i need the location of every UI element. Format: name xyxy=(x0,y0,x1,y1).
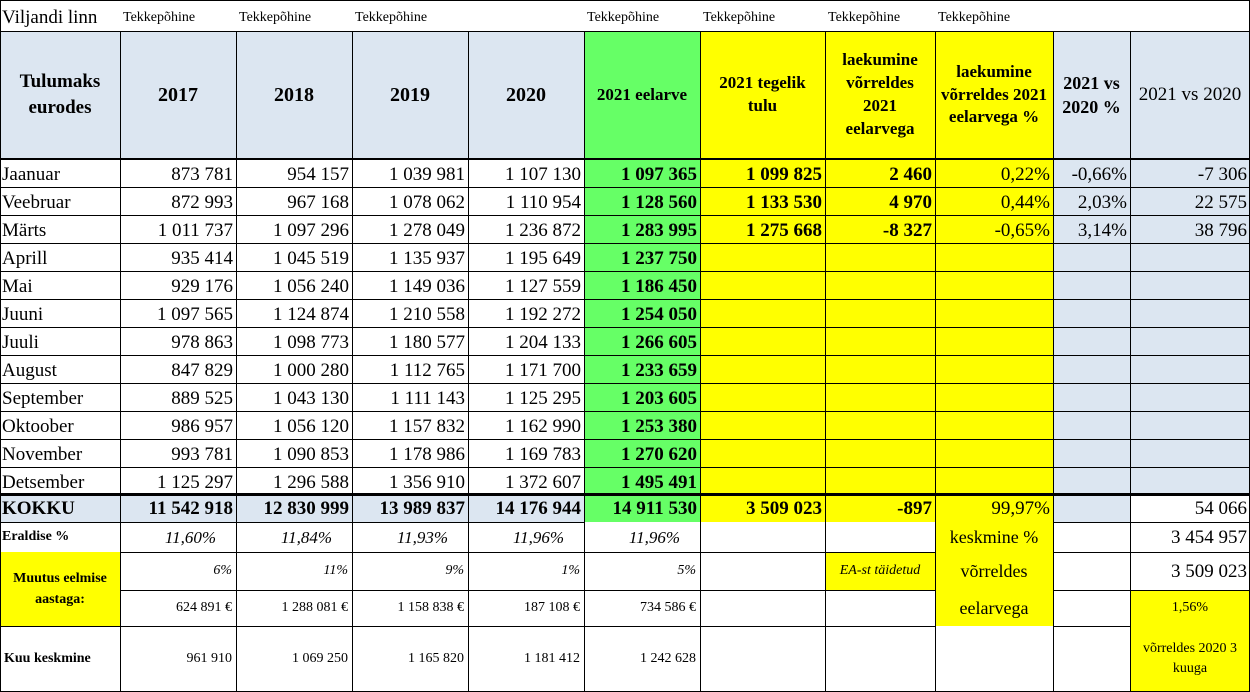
cell-y2019: 1 180 577 xyxy=(389,331,465,353)
cell-a2021: 1 133 530 xyxy=(746,191,822,213)
cell-y2017: 1 125 297 xyxy=(157,471,233,493)
side-pct: 1,56% xyxy=(1171,600,1209,615)
total-y2019: 13 989 837 xyxy=(379,497,465,519)
cell-y2020: 1 127 559 xyxy=(505,275,581,297)
grid-line xyxy=(120,31,121,692)
cell-y2017: 993 781 xyxy=(171,443,233,465)
cell-diffp: 0,22% xyxy=(1000,163,1050,185)
month-label: Detsember xyxy=(2,471,85,493)
month-label: Oktoober xyxy=(2,415,74,437)
grid-line xyxy=(0,243,1250,244)
change-eur-e2017: 624 891 € xyxy=(176,600,232,615)
cell-vsp: 3,14% xyxy=(1077,219,1127,241)
grid-line xyxy=(1053,552,1250,553)
month-label: Aprill xyxy=(2,247,48,269)
grid-line xyxy=(0,493,1250,495)
cell-y2020: 1 110 954 xyxy=(505,191,581,213)
grid-line xyxy=(0,271,1250,272)
month-label: November xyxy=(2,443,83,465)
grid-line xyxy=(1130,31,1131,692)
grid-line xyxy=(700,31,701,692)
cell-y2020: 1 204 133 xyxy=(505,331,581,353)
cell-b2021: 1 254 050 xyxy=(621,303,697,325)
avg-y2018: 1 069 250 xyxy=(292,651,348,666)
avg-note-2: võrreldes xyxy=(960,561,1028,581)
share-y2020: 11,96% xyxy=(512,527,564,547)
column-header-2: 2018 xyxy=(274,83,314,106)
sheet-title: Viljandi linn xyxy=(2,6,98,28)
total-y2018: 12 830 999 xyxy=(263,497,349,519)
grid-line xyxy=(0,327,1250,328)
grid-line xyxy=(0,31,1,692)
grid-line xyxy=(0,522,584,523)
cell-y2018: 1 000 280 xyxy=(273,359,349,381)
side-note: võrreldes 2020 3 kuuga xyxy=(1142,641,1238,676)
cell-b2021: 1 283 995 xyxy=(621,219,697,241)
total-row-fill xyxy=(1053,494,1130,522)
cell-b2021: 1 233 659 xyxy=(621,359,697,381)
cell-b2021: 1 253 380 xyxy=(621,415,697,437)
cell-diff: 2 460 xyxy=(889,163,932,185)
cell-y2018: 1 056 120 xyxy=(273,415,349,437)
cell-y2017: 889 525 xyxy=(171,387,233,409)
basis-label: Tekkepõhine xyxy=(239,10,312,25)
cell-y2018: 1 043 130 xyxy=(273,387,349,409)
cell-b2021: 1 128 560 xyxy=(621,191,697,213)
cell-y2018: 1 045 519 xyxy=(273,247,349,269)
grid-line xyxy=(236,31,237,692)
cell-y2018: 1 296 588 xyxy=(273,471,349,493)
cell-y2017: 986 957 xyxy=(171,415,233,437)
cell-a2021: 1 275 668 xyxy=(746,219,822,241)
cell-diffp: -0,65% xyxy=(994,219,1050,241)
month-label: August xyxy=(2,359,57,381)
grid-line xyxy=(352,31,353,692)
cell-diff: 4 970 xyxy=(889,191,932,213)
cell-y2020: 1 162 990 xyxy=(505,415,581,437)
change-p2021: 5% xyxy=(677,563,696,578)
cell-vs: 22 575 xyxy=(1194,191,1247,213)
total-label: KOKKU xyxy=(2,497,75,519)
avg-b2021: 1 242 628 xyxy=(640,651,696,666)
cell-y2020: 1 236 872 xyxy=(505,219,581,241)
cell-y2017: 847 829 xyxy=(171,359,233,381)
column-header-8: laekumine võrreldes 2021 eelarvega % xyxy=(941,61,1047,127)
column-header-6: 2021 tegelik tulu xyxy=(719,73,806,115)
avg-y2020: 1 181 412 xyxy=(524,651,580,666)
cell-b2021: 1 186 450 xyxy=(621,275,697,297)
grid-line xyxy=(0,31,1250,32)
cell-y2018: 1 098 773 xyxy=(273,331,349,353)
grid-line xyxy=(0,439,1250,440)
column-header-0: Tulumaks eurodes xyxy=(19,71,101,118)
share-y2018: 11,84% xyxy=(280,527,332,547)
side-value-2: 3 509 023 xyxy=(1171,560,1247,582)
cell-y2019: 1 111 143 xyxy=(390,387,465,409)
basis-label: Tekkepõhine xyxy=(355,10,428,25)
cell-b2021: 1 266 605 xyxy=(621,331,697,353)
change-eur-e2020: 187 108 € xyxy=(524,600,580,615)
cell-y2019: 1 356 910 xyxy=(389,471,465,493)
cell-y2019: 1 112 765 xyxy=(389,359,465,381)
change-p2020: 1% xyxy=(561,563,580,578)
cell-y2019: 1 157 832 xyxy=(389,415,465,437)
column-header-5: 2021 eelarve xyxy=(596,84,688,104)
ea-note: EA-st täidetud xyxy=(839,563,921,578)
cell-y2018: 1 056 240 xyxy=(273,275,349,297)
grid-line xyxy=(0,0,1,32)
basis-label: Tekkepõhine xyxy=(123,10,196,25)
change-label: Muutus eelmise aastaga: xyxy=(13,571,107,607)
cell-y2019: 1 135 937 xyxy=(389,247,465,269)
month-label: Juuni xyxy=(2,303,44,325)
total-a2021: 3 509 023 xyxy=(746,497,822,519)
change-p2019: 9% xyxy=(445,563,464,578)
cell-vsp: 2,03% xyxy=(1077,191,1127,213)
column-header-1: 2017 xyxy=(158,83,198,106)
cell-y2018: 967 168 xyxy=(287,191,349,213)
column-header-10: 2021 vs 2020 xyxy=(1138,84,1242,106)
grid-line xyxy=(0,495,1250,496)
cell-y2018: 1 090 853 xyxy=(273,443,349,465)
total-y2017: 11 542 918 xyxy=(148,497,233,519)
avg-y2019: 1 165 820 xyxy=(408,651,464,666)
cell-b2021: 1 203 605 xyxy=(621,387,697,409)
grid-line xyxy=(1053,522,1250,523)
column-header-9: 2021 vs 2020 % xyxy=(1062,72,1121,117)
cell-diff: -8 327 xyxy=(882,219,932,241)
share-b2021: 11,96% xyxy=(628,527,680,547)
cell-y2019: 1 149 036 xyxy=(389,275,465,297)
cell-y2017: 873 781 xyxy=(171,163,233,185)
month-label: Märts xyxy=(2,219,47,241)
change-p2018: 11% xyxy=(323,563,348,578)
share-label: Eraldise % xyxy=(2,529,70,544)
avg-y2017: 961 910 xyxy=(186,651,232,666)
grid-line xyxy=(120,590,825,591)
grid-line xyxy=(1053,626,1130,627)
grid-line xyxy=(0,215,1250,216)
cell-y2020: 1 169 783 xyxy=(505,443,581,465)
cell-vs: -7 306 xyxy=(1197,163,1247,185)
side-value-1: 3 454 957 xyxy=(1171,526,1247,548)
grid-line xyxy=(468,31,469,692)
grid-line xyxy=(0,411,1250,412)
cell-y2017: 935 414 xyxy=(171,247,233,269)
month-label: Jaanuar xyxy=(2,163,61,185)
cell-y2020: 1 192 272 xyxy=(505,303,581,325)
grid-line xyxy=(584,31,585,692)
grid-line xyxy=(0,355,1250,356)
basis-label: Tekkepõhine xyxy=(703,10,776,25)
change-eur-e2021: 734 586 € xyxy=(640,600,696,615)
cell-y2019: 1 278 049 xyxy=(389,219,465,241)
basis-label: Tekkepõhine xyxy=(938,10,1011,25)
grid-line xyxy=(935,31,936,692)
total-diffp: 99,97% xyxy=(991,497,1050,519)
cell-y2020: 1 107 130 xyxy=(505,163,581,185)
basis-label: Tekkepõhine xyxy=(828,10,901,25)
month-label: September xyxy=(2,387,84,409)
change-p2017: 6% xyxy=(213,563,232,578)
column-header-4: 2020 xyxy=(506,83,546,106)
cell-y2020: 1 125 295 xyxy=(505,387,581,409)
cell-y2018: 954 157 xyxy=(287,163,349,185)
month-label: Juuli xyxy=(2,331,39,353)
cell-a2021: 1 099 825 xyxy=(746,163,822,185)
cell-y2019: 1 078 062 xyxy=(389,191,465,213)
basis-label: Tekkepõhine xyxy=(587,10,660,25)
total-vs: 54 066 xyxy=(1194,497,1247,519)
grid-line xyxy=(0,467,1250,468)
cell-y2019: 1 210 558 xyxy=(389,303,465,325)
cell-y2018: 1 124 874 xyxy=(273,303,349,325)
grid-line xyxy=(0,158,1250,160)
cell-b2021: 1 097 365 xyxy=(621,163,697,185)
share-y2019: 11,93% xyxy=(396,527,448,547)
avg-note-1: keskmine % xyxy=(949,527,1039,547)
cell-y2018: 1 097 296 xyxy=(273,219,349,241)
grid-line xyxy=(120,552,935,553)
grid-line xyxy=(825,31,826,692)
cell-y2019: 1 039 981 xyxy=(389,163,465,185)
share-y2017: 11,60% xyxy=(164,527,216,547)
change-eur-e2018: 1 288 081 € xyxy=(281,600,348,615)
cell-b2021: 1 495 491 xyxy=(621,471,697,493)
cell-b2021: 1 270 620 xyxy=(621,443,697,465)
cell-y2017: 872 993 xyxy=(171,191,233,213)
cell-y2017: 978 863 xyxy=(171,331,233,353)
cell-b2021: 1 237 750 xyxy=(621,247,697,269)
month-label: Veebruar xyxy=(2,191,71,213)
month-label: Mai xyxy=(2,275,33,297)
cell-y2020: 1 195 649 xyxy=(505,247,581,269)
column-header-7: laekumine võrreldes 2021 eelarvega xyxy=(842,50,918,138)
cell-y2017: 1 097 565 xyxy=(157,303,233,325)
avg-note-3: eelarvega xyxy=(959,598,1029,618)
cell-y2020: 1 372 607 xyxy=(505,471,581,493)
grid-line xyxy=(0,299,1250,300)
cell-vsp: -0,66% xyxy=(1071,163,1127,185)
avg-label: Kuu keskmine xyxy=(4,651,91,666)
total-diff: -897 xyxy=(897,497,932,519)
column-header-3: 2019 xyxy=(390,83,430,106)
change-eur-e2019: 1 158 838 € xyxy=(397,600,464,615)
cell-diffp: 0,44% xyxy=(1000,191,1050,213)
cell-y2020: 1 171 700 xyxy=(505,359,581,381)
grid-line xyxy=(1053,590,1250,591)
grid-line xyxy=(0,187,1250,188)
total-y2020: 14 176 944 xyxy=(495,497,581,519)
total-b2021: 14 911 530 xyxy=(612,497,697,519)
cell-vs: 38 796 xyxy=(1194,219,1247,241)
cell-y2019: 1 178 986 xyxy=(389,443,465,465)
grid-line xyxy=(825,590,935,591)
cell-y2017: 929 176 xyxy=(171,275,233,297)
cell-y2017: 1 011 737 xyxy=(157,219,233,241)
grid-line xyxy=(0,383,1250,384)
grid-line xyxy=(0,0,1250,1)
grid-line xyxy=(1053,31,1054,692)
